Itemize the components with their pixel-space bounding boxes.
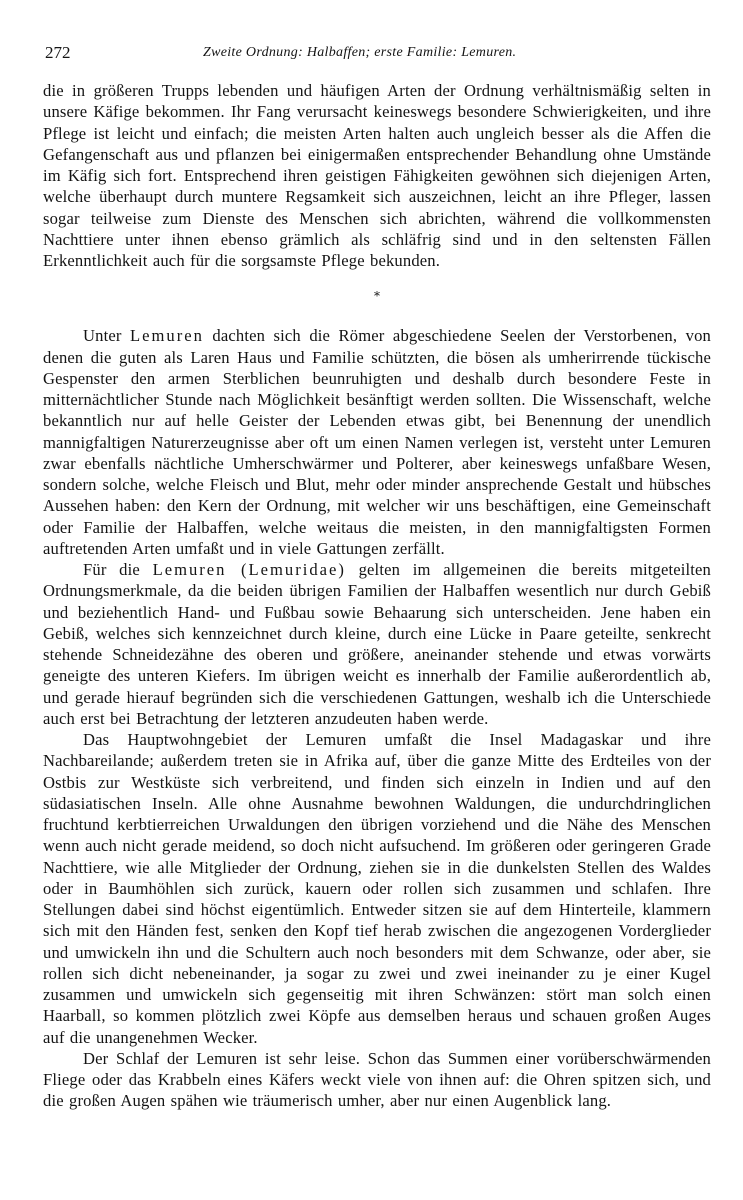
emphasized-term: Lemuren (Lemuridae) — [152, 560, 346, 579]
paragraph-text: Unter — [83, 326, 131, 346]
paragraph-text: gelten im allgemeinen die bereits mitgeteilten Ordnungsmerkmale, da die beiden übrigen Familien der Halbaffen wesentlich nur durch Gebiß und beziehentlich Hand- und Fußbau sowie Behaarung sich unterscheiden. Jene haben ein Gebiß, welches sich kennzeichnet durch kleine, durch eine Lücke in Paare geteilte, senkrecht stehende Schneidezähne des oberen und größere, aneinander stehende und etwas vorwärts geneigte des unteren Kiefers. Im übrigen weicht es innerhalb der Familie außerordentlich ab, und gerade hierauf begründen sich die verschiedenen Gattungen, weshalb ich die Unterschiede auch erst bei Betrachtung der letzteren anzudeuten haben werde. — [43, 560, 712, 728]
paragraph-habitat — [43, 729, 711, 1048]
section-separator: * — [374, 289, 380, 304]
emphasized-term: Lemuren — [130, 326, 204, 346]
paragraph-text: Der Schlaf der Lemuren ist sehr leise. Schon das Summen einer vorüberschwärmenden Fliege oder das Krabbeln eines Käfers weckt viele von ihnen auf: die Ohren spitzen sich, und die großen Augen spähen wie träumerisch umher, aber nur einen Augenblick lang. — [43, 1048, 711, 1111]
paragraph-continuation — [43, 80, 711, 271]
paragraph-text: Das Hauptwohngebiet der Lemuren umfaßt die Insel Madagaskar und ihre Nachbareilande; außerdem treten sie in Afrika auf, über die ganze Mitte des Erdteiles von der Ostbis zur Westküste sich verbreitend, und finden sich einzeln in Indien und auf den südasiatischen Inseln. Alle ohne Ausnahme bewohnen Waldungen, die undurchdringlichen fruchtund kerbtierreichen Urwaldungen den übrigen vorziehend und die Nähe des Menschen wenn auch nicht gerade meidend, so doch nicht aufsuchend. Im größeren oder geringeren Grade Nachttiere, wie alle Mitglieder der Ordnung, ziehen sie in die dunkelsten Stellen des Waldes oder in Baumhöhlen sich zurück, kauern oder rollen sich zusammen und schlafen. Ihre Stellungen dabei sind höchst eigentümlich. Entweder sitzen sie auf dem Hinterteile, klammern sich mit den Händen fest, senken den Kopf tief herab zwischen die angezogenen Vorderglieder und umwickeln ihn und die Schultern auch noch besonders mit dem Schwanze, oder aber, sie rollen sich dicht nebeneinander, ja sogar zu zwei und zwei ineinander zu je einer Kugel zusammen und umwickeln sich gegenseitig mit ihren Schwänzen: stört man solch einen Haarball, so kommen plötzlich zwei Köpfe aus demselben heraus und schauen großen Auges auf die unangenehmen Wecker. — [43, 730, 711, 1047]
book-page — [43, 38, 711, 1168]
running-title: Zweite Ordnung: Halbaffen; erste Familie: Lemuren. — [203, 45, 517, 60]
paragraph-text: Für die — [83, 560, 153, 579]
page-number: 272 — [45, 43, 71, 62]
running-head — [43, 38, 711, 68]
paragraph-text: dachten sich die Römer abgeschiedene Seelen der Verstorbenen, von denen die guten als Laren Haus und Familie schützten, die bösen als umherirrende tückische Gespenster den armen Sterblichen beunruhigten und deshalb durch besondere Feste in mitternächtlicher Stunde nach Möglichkeit besänftigt werden sollten. Die Wissenschaft, welche bekanntlich nur auf helle Geister der Lebenden etwas gibt, bei Benennung der unendlich mannigfaltigen Naturerzeugnisse aber oft um einen Namen verlegen ist, versteht unter Lemuren zwar ebenfalls nächtliche Umherschwärmer und Polterer, aber keineswegs unfaßbare Wesen, sondern solche, welche Fleisch und Blut, mehr oder minder ansprechende Gestalt und hübsches Aussehen haben: den Kern der Ordnung, mit welcher wir uns beschäftigen, eine Gemeinschaft oder Familie der Halbaffen, welche weitaus die meisten, in den mannigfaltigsten Formen auftretenden Arten umfaßt und in viele Gattungen zerfällt. — [43, 326, 711, 558]
paragraph-text: die in größeren Trupps lebenden und häufigen Arten der Ordnung verhältnismäßig selten in unsere Käfige bekommen. Ihr Fang verursacht keineswegs besondere Schwierigkeiten, und ihre Pflege ist leicht und einfach; die meisten Arten halten auch ungleich besser als die Affen die Gefangenschaft aus und pflanzen bei einigermaßen entsprechender Behandlung ohne Umstände im Käfig sich fort. Entsprechend ihren geistigen Fähigkeiten gewöhnen sich diejenigen Arten, welche überhaupt durch muntere Regsamkeit sich auszeichnen, leicht an ihre Pfleger, lassen sogar teilweise zum Dienste des Menschen sich abrichten, während die vollkommensten Nachttiere unter ihnen ebenso grämlich als schläfrig sind und in den seltensten Fällen Erkenntlichkeit auch für die sorgsamste Pflege bekunden. — [43, 81, 711, 270]
paragraph-sleep — [43, 1048, 711, 1112]
paragraph-lemuridae-features — [43, 559, 711, 729]
paragraph-lemuren-intro — [43, 325, 711, 559]
